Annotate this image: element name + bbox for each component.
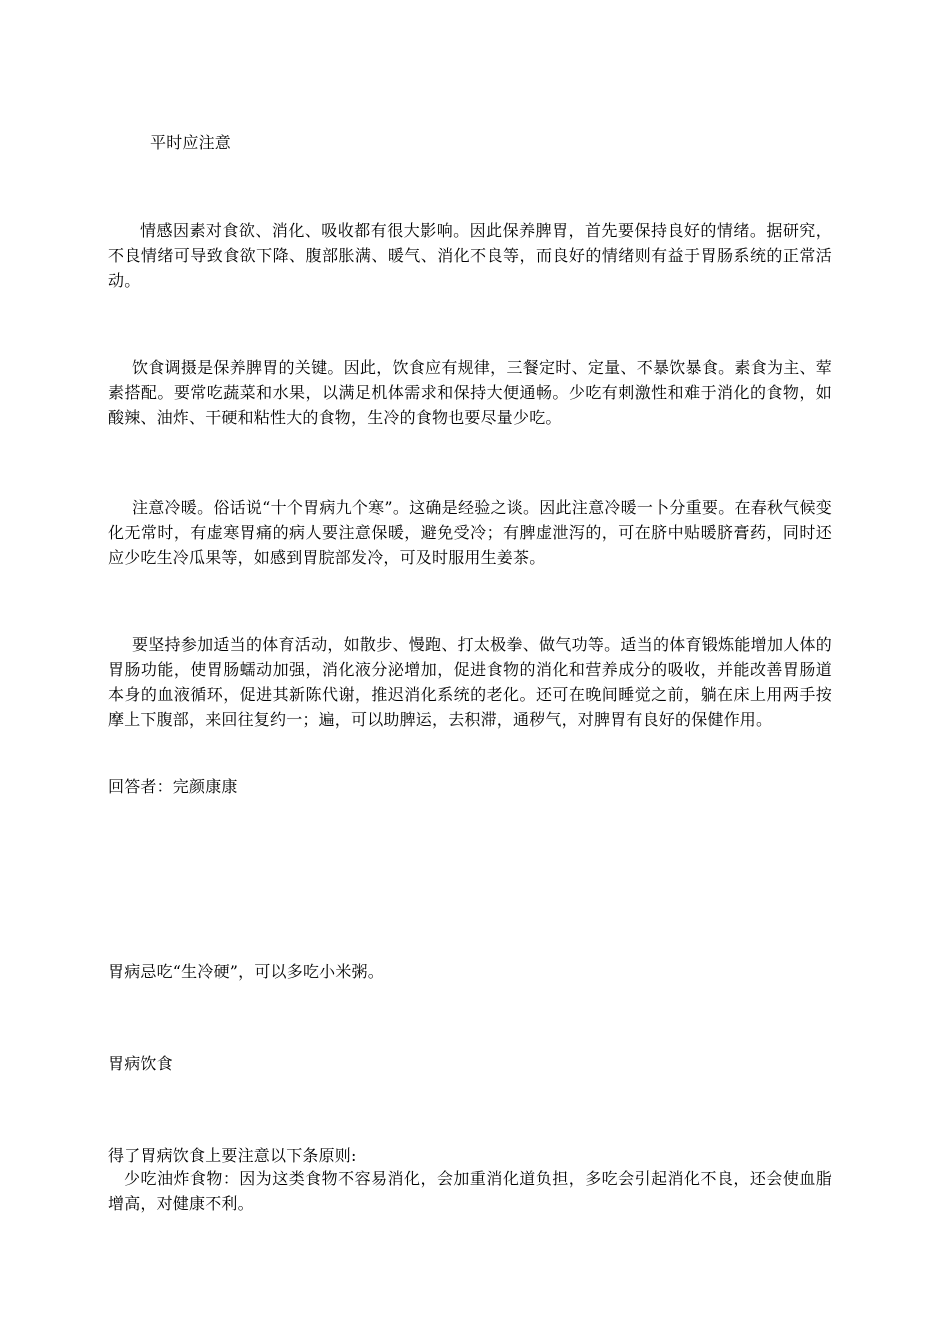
paragraph-cold: 注意冷暖。俗话说“十个胃病九个寒”。这确是经验之谈。因此注意冷暖一卜分重要。在春秋气候变化无常时，有虚寒胃痛的病人要注意保暖，避免受冷；有脾虚泄泻的，可在脐中贴暖脐膏药，同时还应少吃生冷瓜果等，如感到胃脘部发冷，可及时服用生姜茶。: [108, 498, 832, 567]
principles-intro: 得了胃病饮食上要注意以下条原则:: [108, 1146, 357, 1165]
section-heading: 平时应注意: [150, 133, 232, 152]
subtitle-cold-hard: 胃病忌吃“生冷硬”，可以多吃小米粥。: [108, 962, 384, 981]
paragraph-emotion: 情感因素对食欲、消化、吸收都有很大影响。因此保养脾胃，首先要保持良好的情绪。据研究，不良情绪可导致食欲下降、腹部胀满、暖气、消化不良等，而良好的情绪则有益于胃肠系统的正常活动。: [108, 221, 832, 290]
paragraph-exercise: 要坚持参加适当的体育活动，如散步、慢跑、打太极拳、做气功等。适当的体育锻炼能增加人体的胃肠功能，使胃肠蠕动加强，消化液分泌增加，促进食物的消化和营养成分的吸收，并能改善胃肠道本身的血液循环，促进其新陈代谢，推迟消化系统的老化。还可在晚间睡觉之前，躺在床上用两手按摩上下腹部，来回往复约一；遍，可以助脾运，去积滞，通秽气，对脾胃有良好的保健作用。: [108, 635, 832, 729]
subtitle-stomach-diet: 胃病饮食: [108, 1054, 173, 1073]
answerer-line: 回答者：完颜康康: [108, 777, 238, 796]
paragraph-diet: 饮食调摄是保养脾胃的关键。因此，饮食应有规律，三餐定时、定量、不暴饮暴食。素食为主、荤素搭配。要常吃蔬菜和水果，以满足机体需求和保持大便通畅。少吃有刺激性和难于消化的食物，如酸辣、油炸、干硬和粘性大的食物，生冷的食物也要尽量少吃。: [108, 358, 832, 427]
principle-item-1: 少吃油炸食物：因为这类食物不容易消化，会加重消化道负担，多吃会引起消化不良，还会使血脂增高，对健康不利。: [108, 1169, 832, 1213]
